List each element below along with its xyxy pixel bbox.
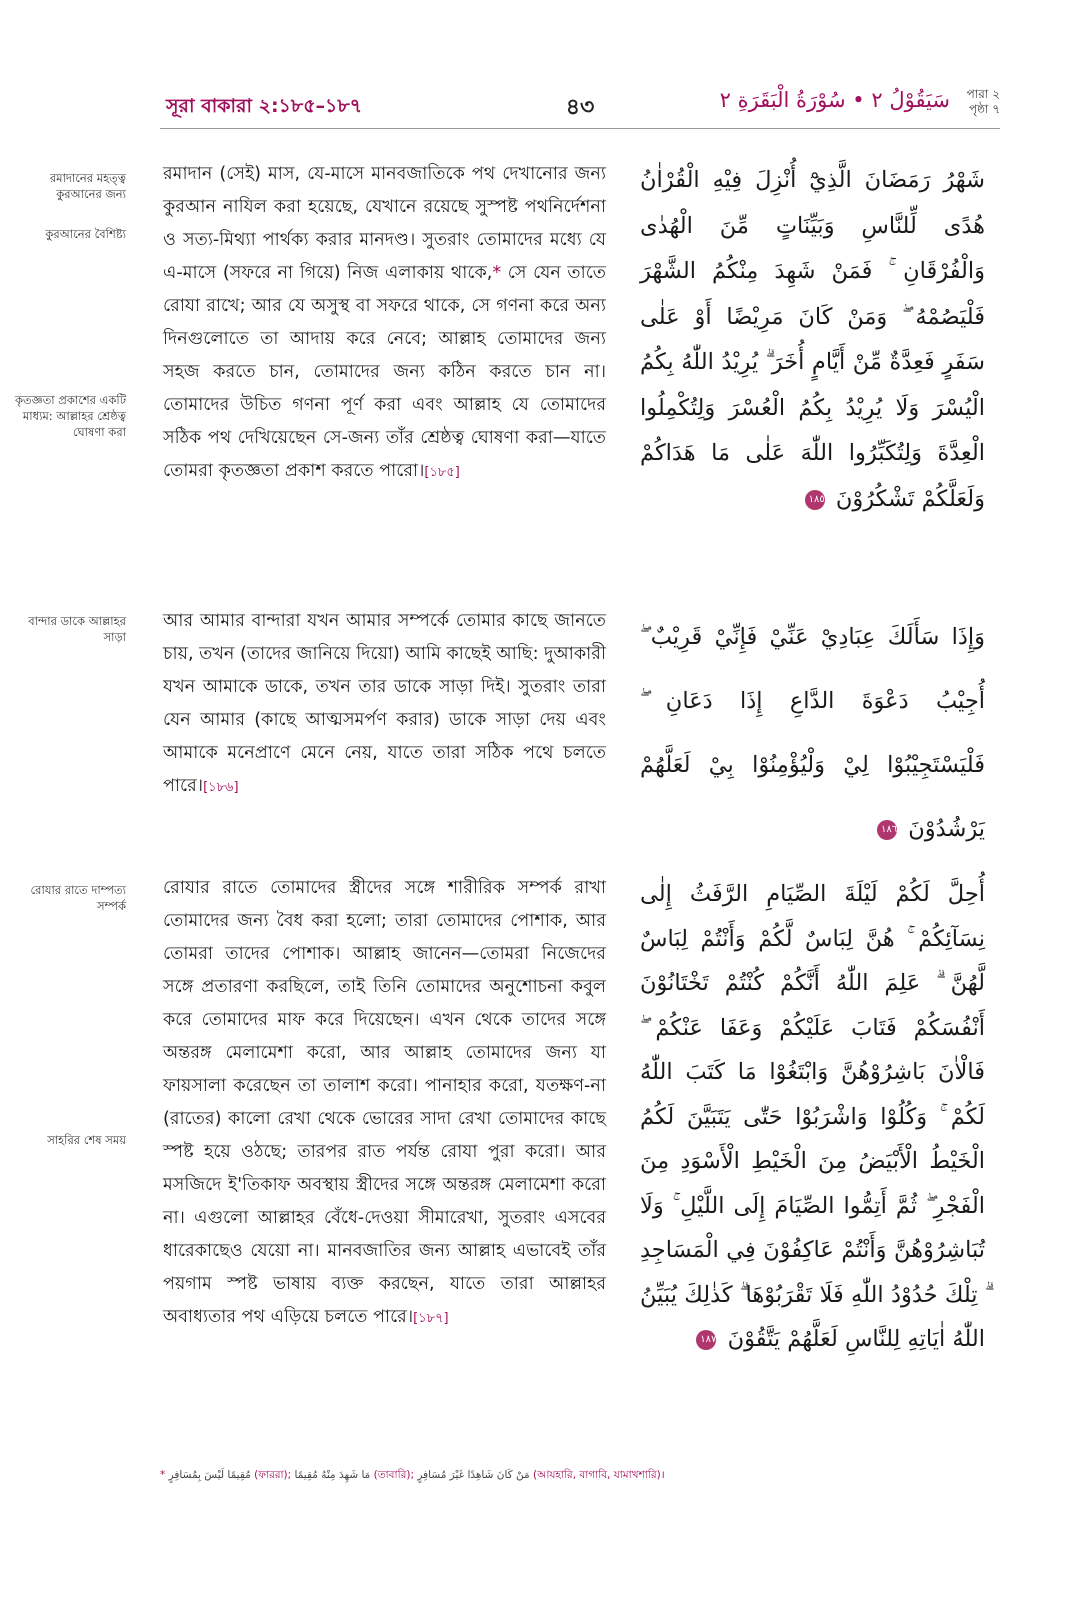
translation-text: সে যেন তাতে রোযা রাখে; আর যে অসুস্থ বা সফরে থাকে, সে গণনা করে অন্য দিনগুলোতে তা আদায় করে নেবে; আল্লাহ তোমাদের জন্য সহজ করতে চান, তোমাদের জন্য কঠিন করতে চান না। তোমাদের উচিত গণনা পূর্ণ করা এবং আল্লাহ যে তোমাদের সঠিক পথ দেখিয়েছেন সে-জন্য তাঁর শ্রেষ্ঠত্ব ঘোষণা করা—যাতে তোমরা কৃতজ্ঞতা প্রকাশ করতে পারো।: [163, 263, 606, 481]
arabic-running-title: سَيَقُوْلُ ٢ • سُوْرَةُ الْبَقَرَةِ ٢: [719, 88, 950, 112]
ayah-number-icon: ١٨٧: [696, 1330, 716, 1350]
ayah-number-icon: ١٨٦: [877, 820, 897, 840]
arabic-verse: [640, 605, 985, 861]
footnote-arabic: مَنْ كَانَ شَاهِدًا غَيْرَ مُسَافِرٍ: [417, 1469, 530, 1481]
page-header: [160, 80, 1000, 129]
translation-text: আর আমার বান্দারা যখন আমার সম্পর্কে তোমার কাছে জানতে চায়, তখন (তাদের জানিয়ে দিয়ো) আমি কাছেই আছি: দুআকারী যখন আমাকে ডাকে, তখন তার ডাকে সাড়া দিই। সুতরাং তারা যেন আমার (কাছে আত্মসমর্পণ করার) ডাকে সাড়া দেয় এবং আমাকে মনেপ্রাণে মেনে নেয়, যাতে তারা সঠিক পথে চলতে পারে।: [163, 611, 606, 796]
verse-number-tag: [১৮৬]: [203, 780, 239, 795]
arabic-verse: [640, 872, 985, 1362]
footnote-marker[interactable]: *: [492, 263, 502, 283]
arabic-verse: [640, 158, 985, 522]
para-label: পারা ২: [966, 87, 1000, 101]
footnote-arabic: مَا شَهِدَ مِنْهُ مُقِيمًا: [294, 1469, 371, 1481]
margin-note: রোযার রাতে দাম্পত্য সম্পর্ক: [30, 883, 126, 913]
bangla-translation: [163, 872, 606, 1335]
ayah-number-icon: ١٨٥: [805, 490, 825, 510]
footnote-source: (আযহারি, বাগাবি, যামাখশারি)।: [532, 1469, 665, 1481]
margin-note: সাহরির শেষ সময়: [47, 1133, 126, 1147]
margin-note: রমাদানের মহত্ত্ব কুরআনের জন্য: [49, 171, 126, 201]
footnote-source: (ফাররা);: [254, 1469, 292, 1481]
surah-reference: সূরা বাকারা ২:১৮৫–১৮৭: [166, 95, 363, 117]
margin-note: কৃতজ্ঞতা প্রকাশের একটি মাধ্যম: আল্লাহর শ্রেষ্ঠত্ব ঘোষণা করা: [14, 393, 126, 439]
page-in-para: পৃষ্ঠা ৭: [968, 102, 1000, 116]
footnote-arabic: مُقِيمًا لَيْسَ بِمُسَافِرٍ: [168, 1469, 251, 1481]
footnote-source: (তাবারি);: [373, 1469, 414, 1481]
arabic-text: أُحِلَّ لَكُمْ لَيْلَةَ الصِّيَامِ الرَّفَثُ إِلٰى نِسَآئِكُمْ ۚ هُنَّ لِبَاسٌ لَّكُمْ وَأَنْتُمْ لِبَاسٌ لَّهُنَّ ۗ عَلِمَ اللّٰهُ أَنَّكُمْ كُنْتُمْ تَخْتَانُوْنَ أَنْفُسَكُمْ فَتَابَ عَلَيْكُمْ وَعَفَا عَنْكُمْ ۖ فَالْاٰنَ بَاشِرُوْهُنَّ وَابْتَغُوْا مَا كَتَبَ اللّٰهُ لَكُمْ ۚ وَكُلُوْا وَاشْرَبُوْا حَتّٰى يَتَبَيَّنَ لَكُمُ الْخَيْطُ الْأَبْيَضُ مِنَ الْخَيْطِ الْأَسْوَدِ مِنَ الْفَجْرِ ۖ ثُمَّ أَتِمُّوا الصِّيَامَ إِلَى اللَّيْلِ ۚ وَلَا تُبَاشِرُوْهُنَّ وَأَنْتُمْ عَاكِفُوْنَ فِي الْمَسَاجِدِ ۗ تِلْكَ حُدُوْدُ اللّٰهِ فَلَا تَقْرَبُوْهَا ۗ كَذٰلِكَ يُبَيِّنُ اللّٰهُ اٰيَاتِهِ لِلنَّاسِ لَعَلَّهُمْ يَتَّقُوْنَ: [640, 881, 985, 1352]
translation-text: রোযার রাতে তোমাদের স্ত্রীদের সঙ্গে শারীরিক সম্পর্ক রাখা তোমাদের জন্য বৈধ করা হলো; তারা তোমাদের পোশাক, আর তোমরা তাদের পোশাক। আল্লাহ জানেন—তোমরা নিজেদের সঙ্গে প্রতারণা করছিলে, তাই তিনি তোমাদের অনুশোচনা কবুল করে তোমাদের মাফ করে দিয়েছেন। এখন থেকে তাদের সঙ্গে অন্তরঙ্গ মেলামেশা করো, আর আল্লাহ তোমাদের জন্য যা ফায়সালা করেছেন তা তালাশ করো। পানাহার করো, যতক্ষণ-না (রাতের) কালো রেখা থেকে ভোরের সাদা রেখা তোমাদের কাছে স্পষ্ট হয়ে ওঠছে; তারপর রাত পর্যন্ত রোযা পুরা করো। আর মসজিদে ই'তিকাফ অবস্থায় স্ত্রীদের সঙ্গে অন্তরঙ্গ মেলামেশা করো না। এগুলো আল্লাহর বেঁধে-দেওয়া সীমারেখা, সুতরাং এসবের ধারেকাছেও যেয়ো না। মানবজাতির জন্য আল্লাহ এভাবেই তাঁর পয়গাম স্পষ্ট ভাষায় ব্যক্ত করছেন, যাতে তারা আল্লাহর অবাধ্যতার পথ এড়িয়ে চলতে পারে।: [163, 878, 606, 1327]
arabic-text: وَإِذَا سَأَلَكَ عِبَادِيْ عَنِّيْ فَإِنِّيْ قَرِيْبٌ ۖ أُجِيْبُ دَعْوَةَ الدَّاعِ إِذَا دَعَانِ ۖ فَلْيَسْتَجِيْبُوْا لِيْ وَلْيُؤْمِنُوْا بِيْ لَعَلَّهُمْ يَرْشُدُوْنَ: [640, 624, 985, 842]
margin-notes: [14, 882, 126, 1172]
page-number: ৪৩: [565, 95, 595, 120]
para-info: [954, 87, 1000, 117]
verse-number-tag: [১৮৫]: [424, 465, 460, 480]
margin-note: কুরআনের বৈশিষ্ট্য: [45, 227, 126, 241]
margin-note: বান্দার ডাকে আল্লাহর সাড়া: [28, 614, 126, 644]
footnote-star: *: [160, 1469, 166, 1481]
verse-number-tag: [১৮৭]: [413, 1311, 449, 1326]
margin-notes: [14, 613, 126, 669]
translation-text: রমাদান (সেই) মাস, যে-মাসে মানবজাতিকে পথ দেখানোর জন্য কুরআন নাযিল করা হয়েছে, যেখানে রয়েছে সুস্পষ্ট পথনির্দেশনা ও সত্য-মিথ্যা পার্থক্য করার মানদণ্ড। সুতরাং তোমাদের মধ্যে যে এ-মাসে (সফরে না গিয়ে) নিজ এলাকায় থাকে,: [163, 164, 606, 283]
bangla-translation: [163, 605, 606, 804]
margin-notes: [14, 170, 126, 464]
arabic-text: شَهْرُ رَمَضَانَ الَّذِيْٓ أُنْزِلَ فِيْهِ الْقُرْاٰنُ هُدًى لِّلنَّاسِ وَبَيِّنَاتٍ مِّنَ الْهُدٰى وَالْفُرْقَانِ ۚ فَمَنْ شَهِدَ مِنْكُمُ الشَّهْرَ فَلْيَصُمْهُ ۖ وَمَنْ كَانَ مَرِيْضًا أَوْ عَلٰى سَفَرٍ فَعِدَّةٌ مِّنْ أَيَّامٍ أُخَرَ ۗ يُرِيْدُ اللّٰهُ بِكُمُ الْيُسْرَ وَلَا يُرِيْدُ بِكُمُ الْعُسْرَ وَلِتُكْمِلُوا الْعِدَّةَ وَلِتُكَبِّرُوا اللّٰهَ عَلٰى مَا هَدَاكُمْ وَلَعَلَّكُمْ تَشْكُرُوْنَ: [640, 167, 985, 512]
bangla-translation: [163, 158, 606, 489]
footnote: [160, 1468, 720, 1485]
